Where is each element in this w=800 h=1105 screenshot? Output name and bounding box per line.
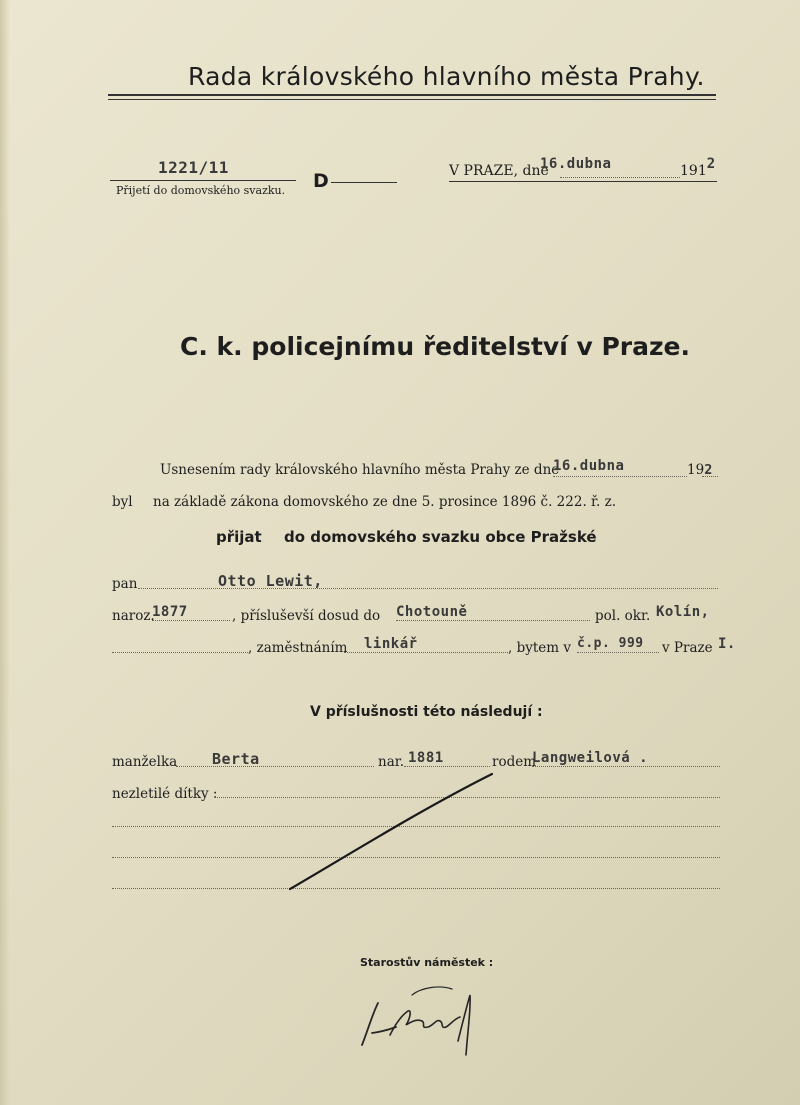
addressee-heading: C. k. policejnímu ředitelství v Praze. bbox=[180, 332, 690, 361]
resolution-text: Usnesením rady královského hlavního města Prahy ze dne bbox=[160, 462, 560, 478]
wife-maiden-line bbox=[532, 766, 720, 767]
prague-value: I. bbox=[718, 636, 736, 652]
header-rule-bottom bbox=[108, 99, 716, 100]
wife-line bbox=[176, 766, 374, 767]
byl-word: byl bbox=[112, 494, 133, 510]
d-mark-rule bbox=[331, 182, 397, 183]
wife-born-line bbox=[404, 766, 490, 767]
date-value: 16.dubna bbox=[540, 156, 612, 172]
dependents-heading: V příslušnosti této následují : bbox=[310, 704, 543, 720]
residence-value: č.p. 999 bbox=[577, 636, 644, 651]
signature-label: Starostův náměstek : bbox=[360, 956, 494, 969]
wife-maiden-name: Langweilová . bbox=[532, 750, 649, 766]
council-title: Rada královského hlavního města Prahy. bbox=[188, 62, 705, 91]
date-label: V PRAZE, dne bbox=[449, 163, 549, 179]
pan-label: pan bbox=[112, 576, 138, 592]
occupation-prefix-line bbox=[112, 652, 248, 653]
page-edge-shadow bbox=[0, 0, 10, 1105]
wife-label: manželka bbox=[112, 754, 178, 770]
resolution-date: 16.dubna bbox=[553, 458, 625, 474]
occupation-value: linkář bbox=[364, 636, 418, 652]
born-line bbox=[152, 620, 230, 621]
person-name: Otto Lewit, bbox=[218, 572, 323, 590]
district-value: Kolín, bbox=[656, 604, 710, 620]
file-number: 1221/11 bbox=[158, 158, 229, 177]
children-line-2 bbox=[112, 826, 720, 827]
resolution-year-prefix: 19 bbox=[687, 462, 705, 478]
law-reference: na základě zákona domovského ze dne 5. prosince 1896 č. 222. ř. z. bbox=[153, 494, 616, 510]
date-year bbox=[680, 156, 716, 179]
born-label: naroz. bbox=[112, 608, 155, 624]
resolution-year-line bbox=[702, 476, 718, 477]
handwritten-signature bbox=[350, 975, 510, 1065]
accepted-heading: do domovského svazku obce Pražské bbox=[284, 528, 597, 546]
accepted-word: přijat bbox=[216, 528, 262, 546]
d-mark: D bbox=[313, 170, 329, 192]
header-rule-top bbox=[108, 94, 716, 96]
children-line-1 bbox=[214, 797, 720, 798]
occupation-line bbox=[344, 652, 508, 653]
wife-born-label: nar. bbox=[378, 754, 405, 770]
wife-born-year: 1881 bbox=[408, 750, 444, 766]
children-line-4 bbox=[112, 888, 720, 889]
resolution-year-suffix: 2 bbox=[704, 462, 713, 478]
district-label: pol. okr. bbox=[595, 608, 651, 624]
residence-label: , bytem v bbox=[508, 640, 571, 656]
date-year-prefix: 191 bbox=[680, 163, 707, 179]
children-line-3 bbox=[112, 857, 720, 858]
date-rule bbox=[449, 181, 717, 182]
file-caption: Přijetí do domovského svazku. bbox=[116, 184, 286, 197]
born-year: 1877 bbox=[152, 604, 188, 620]
belonging-line bbox=[396, 620, 590, 621]
residence-line bbox=[577, 652, 659, 653]
resolution-date-line bbox=[553, 476, 687, 477]
wife-maiden-label: rodem bbox=[492, 754, 537, 770]
date-year-suffix: 2 bbox=[706, 156, 716, 172]
date-line bbox=[560, 177, 680, 178]
prague-label: v Praze bbox=[662, 640, 713, 656]
wife-name: Berta bbox=[212, 750, 260, 768]
occupation-label: , zaměstnáním bbox=[248, 640, 348, 656]
children-label: nezletilé dítky : bbox=[112, 786, 218, 802]
file-number-rule bbox=[110, 180, 296, 181]
belonging-place: Chotouně bbox=[396, 604, 468, 620]
belonging-label: , přísluševší dosud do bbox=[232, 608, 381, 624]
